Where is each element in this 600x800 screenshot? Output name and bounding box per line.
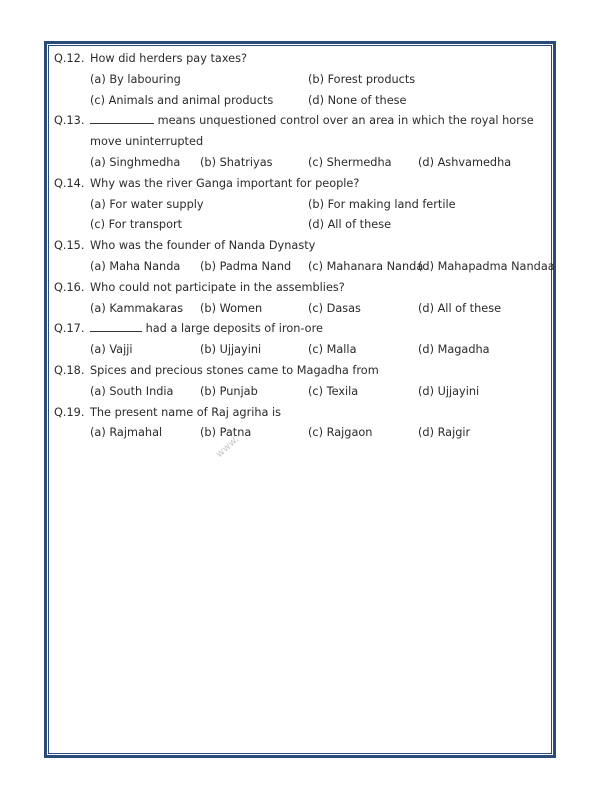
question-number: Q.15. [54, 239, 85, 253]
question-number: Q.19. [54, 405, 85, 419]
question-16 [54, 278, 548, 299]
question-number: Q.17. [54, 322, 85, 336]
question-13 [54, 111, 548, 132]
option-c: (c) Shermedha [308, 155, 392, 169]
option-a: (a) Kammakaras [90, 301, 184, 315]
option-d: (d) All of these [308, 218, 392, 232]
question-number: Q.12. [54, 52, 85, 65]
option-b: (b) Women [200, 301, 263, 315]
question-continuation [54, 132, 548, 153]
option-a: (a) By labouring [90, 72, 181, 86]
option-c: (c) Dasas [308, 301, 361, 315]
option-a: (a) Vajji [90, 343, 133, 357]
options-row [54, 382, 548, 403]
question-12 [54, 49, 548, 70]
question-number: Q.16. [54, 280, 85, 294]
option-c: (c) Rajgaon [308, 426, 373, 440]
options-row [54, 91, 548, 112]
option-b: (b) Punjab [200, 384, 258, 398]
option-b: (b) Padma Nand [200, 259, 292, 273]
option-d: (d) Mahapadma Nandaa [418, 259, 555, 273]
option-d: (d) Ashvamedha [418, 155, 512, 169]
options-row [54, 340, 548, 361]
question-number: Q.13. [54, 114, 85, 128]
option-b: (b) Forest products [308, 72, 416, 86]
option-d: (d) Rajgir [418, 426, 471, 440]
question-18 [54, 361, 548, 382]
answer-blank [90, 321, 142, 332]
option-d: (d) None of these [308, 93, 407, 107]
options-row [54, 153, 548, 174]
option-c: (c) Animals and animal products [90, 93, 274, 107]
option-a: (a) Rajmahal [90, 426, 163, 440]
option-d: (d) Magadha [418, 343, 490, 357]
question-text-continued: move uninterrupted [90, 135, 204, 149]
question-text: Spices and precious stones came to Magadha from [90, 363, 379, 377]
option-a: (a) Singhmedha [90, 155, 181, 169]
option-c: (c) Malla [308, 343, 357, 357]
question-text: Who was the founder of Nanda Dynasty [90, 239, 316, 253]
options-row [54, 257, 555, 278]
question-list [54, 49, 555, 444]
option-c: (c) Texila [308, 384, 359, 398]
question-15 [54, 236, 548, 257]
answer-blank [90, 113, 154, 124]
question-17 [54, 319, 548, 340]
question-text: The present name of Raj agriha is [90, 405, 282, 419]
option-a: (a) South India [90, 384, 174, 398]
option-d: (d) Ujjayini [418, 384, 480, 398]
option-a: (a) For water supply [90, 197, 204, 211]
question-number: Q.18. [54, 363, 85, 377]
question-text: means unquestioned control over an area in which the royal horse [157, 114, 534, 128]
options-row [54, 423, 548, 444]
question-text: Why was the river Ganga important for people? [90, 176, 360, 190]
watermark-text: www. [214, 434, 242, 461]
options-row [54, 215, 548, 236]
question-number: Q.14. [54, 176, 85, 190]
option-a: (a) Maha Nanda [90, 259, 181, 273]
options-row [54, 299, 548, 320]
option-d: (d) All of these [418, 301, 502, 315]
question-19 [54, 403, 548, 424]
question-text: had a large deposits of iron-ore [145, 322, 323, 336]
option-c: (c) For transport [90, 218, 183, 232]
options-row [54, 195, 548, 216]
question-text: How did herders pay taxes? [90, 52, 247, 65]
question-text: Who could not participate in the assemblies? [90, 280, 345, 294]
options-row [54, 70, 548, 91]
option-c: (c) Mahanara Nanda [308, 259, 424, 273]
option-b: (b) Ujjayini [200, 343, 262, 357]
option-b: (b) For making land fertile [308, 197, 456, 211]
option-b: (b) Patna [200, 426, 252, 440]
option-b: (b) Shatriyas [200, 155, 273, 169]
question-14 [54, 174, 548, 195]
